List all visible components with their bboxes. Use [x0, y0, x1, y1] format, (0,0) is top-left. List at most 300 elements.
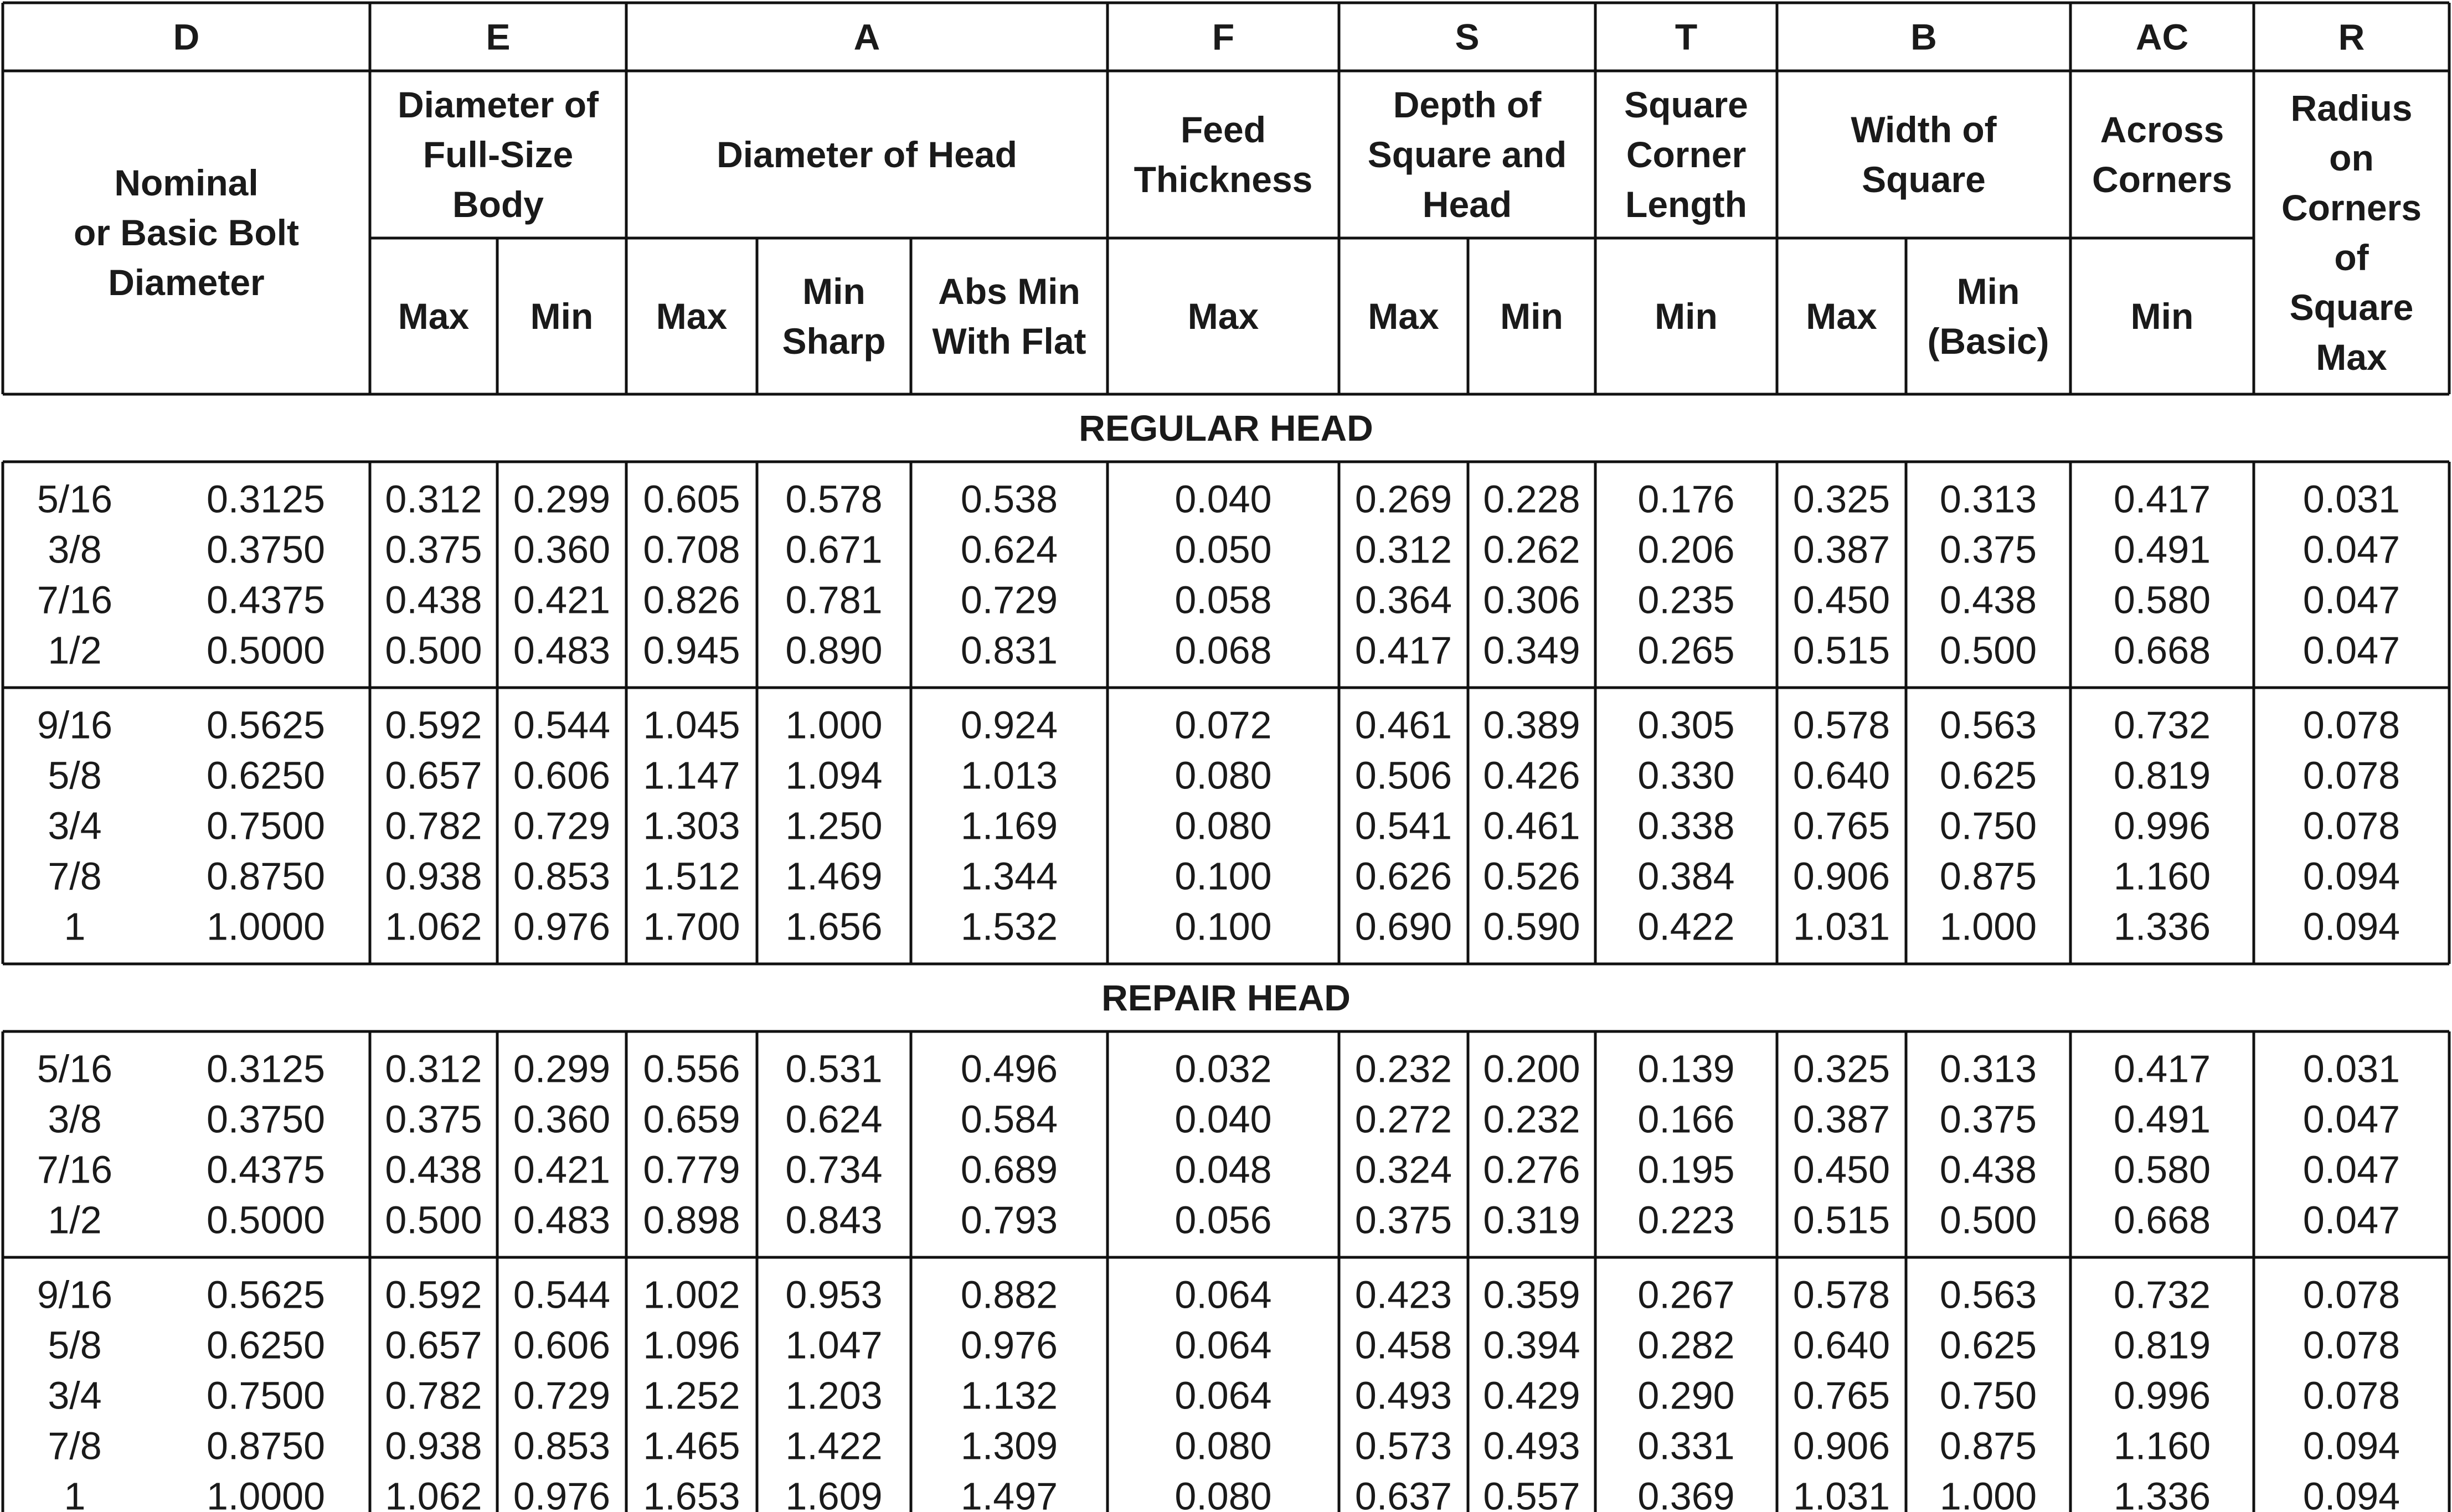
table-cell: 0.578 — [785, 477, 883, 521]
subheader-a-0: Max — [656, 296, 728, 337]
table-cell: 0.853 — [513, 854, 611, 898]
table-cell: 0.750 — [1939, 804, 2037, 848]
nominal-fraction: 3/8 — [48, 528, 102, 571]
table-cell: 0.458 — [1354, 1323, 1452, 1367]
table-cell: 0.438 — [1939, 578, 2037, 622]
table-cell: 0.031 — [2302, 1047, 2401, 1091]
column-heading-f: Thickness — [1134, 159, 1313, 200]
table-cell: 0.732 — [2113, 1273, 2211, 1317]
table-cell: 0.064 — [1175, 1374, 1272, 1417]
table-cell: 0.330 — [1637, 754, 1735, 797]
column-heading-s: Head — [1422, 184, 1512, 225]
column-heading-t: Length — [1625, 184, 1747, 225]
table-cell: 0.306 — [1483, 578, 1580, 622]
subheader-e-1: Min — [530, 296, 594, 337]
table-cell: 0.734 — [785, 1148, 883, 1191]
nominal-decimal: 0.6250 — [206, 754, 326, 797]
table-cell: 0.938 — [385, 854, 482, 898]
table-cell: 0.068 — [1175, 628, 1272, 672]
column-heading-r: Max — [2316, 337, 2387, 378]
nominal-fraction: 7/8 — [48, 1424, 102, 1468]
table-cell: 1.609 — [785, 1474, 883, 1512]
table-cell: 0.657 — [385, 1323, 482, 1367]
table-cell: 0.047 — [2302, 578, 2401, 622]
subheader-f-0: Max — [1187, 296, 1259, 337]
table-cell: 0.690 — [1354, 905, 1452, 948]
nominal-fraction: 3/4 — [48, 804, 102, 848]
table-cell: 0.976 — [513, 1474, 611, 1512]
table-cell: 0.831 — [960, 628, 1058, 672]
column-heading-e: Full-Size — [423, 134, 574, 175]
table-cell: 0.050 — [1175, 528, 1272, 571]
table-cell: 1.252 — [643, 1374, 740, 1417]
column-heading-a: Diameter of Head — [717, 134, 1017, 175]
table-cell: 0.450 — [1792, 1148, 1890, 1191]
table-cell: 1.169 — [960, 804, 1058, 848]
table-cell: 1.062 — [385, 905, 482, 948]
table-cell: 0.421 — [513, 1148, 611, 1191]
table-cell: 0.100 — [1175, 905, 1272, 948]
column-heading-d: Nominal — [114, 162, 259, 203]
table-cell: 0.290 — [1637, 1374, 1735, 1417]
table-cell: 0.890 — [785, 628, 883, 672]
nominal-fraction: 5/16 — [37, 1047, 113, 1091]
table-cell: 0.360 — [513, 528, 611, 571]
table-cell: 0.557 — [1483, 1474, 1580, 1512]
nominal-decimal: 0.8750 — [206, 854, 326, 898]
subheader-b-1: Min — [1956, 271, 2020, 312]
table-cell: 1.344 — [960, 854, 1058, 898]
table-cell: 0.584 — [960, 1097, 1058, 1141]
column-heading-f: Feed — [1180, 109, 1266, 150]
table-cell: 0.626 — [1354, 854, 1452, 898]
table-cell: 0.100 — [1175, 854, 1272, 898]
table-cell: 1.497 — [960, 1474, 1058, 1512]
table-cell: 0.040 — [1175, 1097, 1272, 1141]
subheader-b-0: Max — [1806, 296, 1877, 337]
table-cell: 0.319 — [1483, 1198, 1580, 1242]
table-cell: 0.906 — [1792, 1424, 1890, 1468]
table-cell: 0.976 — [960, 1323, 1058, 1367]
column-letter-a: A — [853, 16, 880, 58]
table-cell: 0.592 — [385, 703, 482, 747]
nominal-fraction: 5/8 — [48, 754, 102, 797]
table-cell: 0.228 — [1483, 477, 1580, 521]
table-cell: 0.078 — [2302, 703, 2401, 747]
table-cell: 0.898 — [643, 1198, 740, 1242]
table-cell: 0.531 — [785, 1047, 883, 1091]
table-cell: 0.417 — [1354, 628, 1452, 672]
table-cell: 0.563 — [1939, 1273, 2037, 1317]
table-cell: 1.096 — [643, 1323, 740, 1367]
nominal-decimal: 0.5625 — [206, 703, 326, 747]
table-cell: 0.325 — [1792, 1047, 1890, 1091]
column-heading-e: Diameter of — [397, 84, 599, 125]
table-cell: 0.364 — [1354, 578, 1452, 622]
nominal-fraction: 3/4 — [48, 1374, 102, 1417]
column-heading-e: Body — [452, 184, 544, 225]
column-letter-f: F — [1212, 16, 1235, 58]
table-cell: 0.325 — [1792, 477, 1890, 521]
subheader-s-1: Min — [1500, 296, 1563, 337]
table-cell: 1.700 — [643, 905, 740, 948]
table-cell: 0.483 — [513, 628, 611, 672]
nominal-decimal: 0.8750 — [206, 1424, 326, 1468]
column-letter-r: R — [2338, 16, 2365, 58]
column-heading-r: of — [2334, 237, 2369, 278]
table-cell: 0.782 — [385, 804, 482, 848]
table-cell: 0.438 — [1939, 1148, 2037, 1191]
table-cell: 1.002 — [643, 1273, 740, 1317]
table-cell: 0.080 — [1175, 754, 1272, 797]
subheader-a-1: Min — [802, 271, 866, 312]
table-cell: 0.232 — [1483, 1097, 1580, 1141]
table-cell: 0.515 — [1792, 628, 1890, 672]
subheader-a-1: Sharp — [782, 321, 886, 362]
subheader-s-0: Max — [1368, 296, 1439, 337]
table-cell: 0.624 — [785, 1097, 883, 1141]
table-cell: 0.232 — [1354, 1047, 1452, 1091]
table-cell: 0.496 — [960, 1047, 1058, 1091]
table-cell: 0.375 — [385, 528, 482, 571]
table-cell: 0.272 — [1354, 1097, 1452, 1141]
table-cell: 0.544 — [513, 1273, 611, 1317]
table-cell: 0.500 — [385, 628, 482, 672]
nominal-decimal: 0.3125 — [206, 1047, 326, 1091]
table-cell: 0.668 — [2113, 1198, 2211, 1242]
nominal-decimal: 0.7500 — [206, 1374, 326, 1417]
table-cell: 0.708 — [643, 528, 740, 571]
nominal-decimal: 0.7500 — [206, 804, 326, 848]
column-heading-t: Corner — [1626, 134, 1747, 175]
table-cell: 0.047 — [2302, 628, 2401, 672]
table-cell: 0.078 — [2302, 1323, 2401, 1367]
table-cell: 0.349 — [1483, 628, 1580, 672]
table-cell: 0.417 — [2113, 1047, 2211, 1091]
table-cell: 0.312 — [385, 1047, 482, 1091]
table-cell: 0.526 — [1483, 854, 1580, 898]
table-cell: 0.047 — [2302, 1148, 2401, 1191]
subheader-t-0: Min — [1655, 296, 1718, 337]
table-cell: 0.359 — [1483, 1273, 1580, 1317]
table-cell: 0.826 — [643, 578, 740, 622]
table-cell: 0.265 — [1637, 628, 1735, 672]
table-cell: 0.924 — [960, 703, 1058, 747]
table-cell: 0.563 — [1939, 703, 2037, 747]
table-cell: 0.094 — [2302, 1474, 2401, 1512]
nominal-fraction: 9/16 — [37, 703, 113, 747]
nominal-fraction: 7/16 — [37, 578, 113, 622]
table-cell: 0.040 — [1175, 477, 1272, 521]
table-cell: 1.336 — [2113, 905, 2211, 948]
table-cell: 0.637 — [1354, 1474, 1452, 1512]
table-cell: 0.269 — [1354, 477, 1452, 521]
nominal-fraction: 1 — [64, 905, 86, 948]
table-cell: 0.064 — [1175, 1323, 1272, 1367]
table-cell: 0.578 — [1792, 703, 1890, 747]
table-cell: 1.250 — [785, 804, 883, 848]
table-cell: 1.047 — [785, 1323, 883, 1367]
table-cell: 0.338 — [1637, 804, 1735, 848]
table-cell: 0.996 — [2113, 1374, 2211, 1417]
table-cell: 1.000 — [1939, 905, 2037, 948]
table-cell: 0.064 — [1175, 1273, 1272, 1317]
table-cell: 0.080 — [1175, 1424, 1272, 1468]
table-cell: 1.309 — [960, 1424, 1058, 1468]
table-cell: 1.013 — [960, 754, 1058, 797]
table-cell: 0.875 — [1939, 854, 2037, 898]
table-cell: 0.384 — [1637, 854, 1735, 898]
table-cell: 0.375 — [385, 1097, 482, 1141]
column-heading-d: Diameter — [108, 262, 265, 303]
table-cell: 0.640 — [1792, 1323, 1890, 1367]
table-cell: 0.312 — [1354, 528, 1452, 571]
table-cell: 0.671 — [785, 528, 883, 571]
table-cell: 0.580 — [2113, 578, 2211, 622]
table-cell: 0.072 — [1175, 703, 1272, 747]
table-cell: 0.267 — [1637, 1273, 1735, 1317]
table-cell: 0.299 — [513, 1047, 611, 1091]
table-cell: 0.906 — [1792, 854, 1890, 898]
column-heading-r: Square — [2289, 287, 2414, 328]
table-cell: 0.417 — [2113, 477, 2211, 521]
table-cell: 0.394 — [1483, 1323, 1580, 1367]
table-cell: 0.206 — [1637, 528, 1735, 571]
table-cell: 0.491 — [2113, 528, 2211, 571]
table-cell: 0.729 — [960, 578, 1058, 622]
column-heading-s: Depth of — [1393, 84, 1542, 125]
table-cell: 0.080 — [1175, 804, 1272, 848]
table-cell: 1.512 — [643, 854, 740, 898]
nominal-decimal: 0.3125 — [206, 477, 326, 521]
table-cell: 0.360 — [513, 1097, 611, 1141]
table-cell: 1.203 — [785, 1374, 883, 1417]
table-cell: 0.493 — [1354, 1374, 1452, 1417]
table-cell: 0.580 — [2113, 1148, 2211, 1191]
table-cell: 0.538 — [960, 477, 1058, 521]
table-cell: 1.031 — [1792, 905, 1890, 948]
table-cell: 0.819 — [2113, 1323, 2211, 1367]
table-cell: 0.369 — [1637, 1474, 1735, 1512]
table-cell: 0.375 — [1939, 1097, 2037, 1141]
table-cell: 0.493 — [1483, 1424, 1580, 1468]
table-cell: 0.976 — [513, 905, 611, 948]
column-heading-b: Square — [1862, 159, 1986, 200]
nominal-decimal: 0.4375 — [206, 578, 326, 622]
table-cell: 0.058 — [1175, 578, 1272, 622]
nominal-fraction: 9/16 — [37, 1273, 113, 1317]
table-cell: 1.422 — [785, 1424, 883, 1468]
table-cell: 0.625 — [1939, 754, 2037, 797]
table-cell: 0.506 — [1354, 754, 1452, 797]
table-cell: 0.438 — [385, 1148, 482, 1191]
column-letter-t: T — [1675, 16, 1698, 58]
table-cell: 0.299 — [513, 477, 611, 521]
column-letter-ac: AC — [2135, 16, 2189, 58]
table-cell: 0.953 — [785, 1273, 883, 1317]
table-cell: 0.331 — [1637, 1424, 1735, 1468]
table-cell: 0.429 — [1483, 1374, 1580, 1417]
table-cell: 0.689 — [960, 1148, 1058, 1191]
table-cell: 1.160 — [2113, 1424, 2211, 1468]
table-cell: 0.938 — [385, 1424, 482, 1468]
table-cell: 0.094 — [2302, 1424, 2401, 1468]
column-heading-ac: Across — [2100, 109, 2224, 150]
table-cell: 0.078 — [2302, 1273, 2401, 1317]
column-heading-s: Square and — [1367, 134, 1567, 175]
table-cell: 0.996 — [2113, 804, 2211, 848]
table-cell: 1.031 — [1792, 1474, 1890, 1512]
table-cell: 1.160 — [2113, 854, 2211, 898]
table-cell: 0.313 — [1939, 477, 2037, 521]
table-cell: 0.305 — [1637, 703, 1735, 747]
table-cell: 1.000 — [785, 703, 883, 747]
column-heading-t: Square — [1624, 84, 1748, 125]
table-cell: 0.387 — [1792, 1097, 1890, 1141]
table-cell: 0.200 — [1483, 1047, 1580, 1091]
table-cell: 0.450 — [1792, 578, 1890, 622]
table-cell: 0.048 — [1175, 1148, 1272, 1191]
nominal-fraction: 7/16 — [37, 1148, 113, 1191]
table-cell: 0.031 — [2302, 477, 2401, 521]
table-cell: 0.573 — [1354, 1424, 1452, 1468]
table-cell: 0.312 — [385, 477, 482, 521]
table-cell: 0.624 — [960, 528, 1058, 571]
column-heading-r: on — [2329, 137, 2374, 178]
table-cell: 0.640 — [1792, 754, 1890, 797]
table-cell: 0.500 — [1939, 628, 2037, 672]
table-cell: 0.375 — [1354, 1198, 1452, 1242]
table-cell: 0.282 — [1637, 1323, 1735, 1367]
column-heading-r: Corners — [2281, 187, 2422, 228]
nominal-decimal: 0.5000 — [206, 628, 326, 672]
nominal-fraction: 7/8 — [48, 854, 102, 898]
table-cell: 1.653 — [643, 1474, 740, 1512]
subheader-ac-0: Min — [2130, 296, 2194, 337]
table-cell: 0.625 — [1939, 1323, 2037, 1367]
table-cell: 0.765 — [1792, 1374, 1890, 1417]
table-cell: 0.176 — [1637, 477, 1735, 521]
nominal-fraction: 5/16 — [37, 477, 113, 521]
nominal-decimal: 1.0000 — [206, 905, 326, 948]
table-cell: 0.606 — [513, 1323, 611, 1367]
table-cell: 0.590 — [1483, 905, 1580, 948]
table-cell: 0.556 — [643, 1047, 740, 1091]
section-title-1: REPAIR HEAD — [1101, 977, 1351, 1018]
table-cell: 0.166 — [1637, 1097, 1735, 1141]
table-cell: 0.853 — [513, 1424, 611, 1468]
table-cell: 0.078 — [2302, 1374, 2401, 1417]
table-cell: 0.032 — [1175, 1047, 1272, 1091]
table-cell: 0.657 — [385, 754, 482, 797]
table-cell: 1.336 — [2113, 1474, 2211, 1512]
table-cell: 1.469 — [785, 854, 883, 898]
nominal-decimal: 0.3750 — [206, 1097, 326, 1141]
table-cell: 0.491 — [2113, 1097, 2211, 1141]
table-cell: 0.078 — [2302, 804, 2401, 848]
table-cell: 0.500 — [1939, 1198, 2037, 1242]
table-cell: 0.819 — [2113, 754, 2211, 797]
table-cell: 0.592 — [385, 1273, 482, 1317]
table-cell: 0.056 — [1175, 1198, 1272, 1242]
nominal-decimal: 1.0000 — [206, 1474, 326, 1512]
table-cell: 0.945 — [643, 628, 740, 672]
table-cell: 0.047 — [2302, 528, 2401, 571]
column-letter-b: B — [1910, 16, 1937, 58]
table-cell: 0.729 — [513, 1374, 611, 1417]
column-heading-b: Width of — [1851, 109, 1997, 150]
table-cell: 1.532 — [960, 905, 1058, 948]
nominal-decimal: 0.5000 — [206, 1198, 326, 1242]
table-cell: 0.047 — [2302, 1097, 2401, 1141]
table-cell: 0.843 — [785, 1198, 883, 1242]
table-cell: 0.461 — [1354, 703, 1452, 747]
table-cell: 0.668 — [2113, 628, 2211, 672]
nominal-decimal: 0.4375 — [206, 1148, 326, 1191]
table-cell: 0.422 — [1637, 905, 1735, 948]
table-cell: 0.078 — [2302, 754, 2401, 797]
table-cell: 0.765 — [1792, 804, 1890, 848]
table-cell: 0.276 — [1483, 1148, 1580, 1191]
table-cell: 0.781 — [785, 578, 883, 622]
table-cell: 1.132 — [960, 1374, 1058, 1417]
table-cell: 0.426 — [1483, 754, 1580, 797]
table-cell: 1.094 — [785, 754, 883, 797]
table-cell: 0.750 — [1939, 1374, 2037, 1417]
table-cell: 0.324 — [1354, 1148, 1452, 1191]
table-cell: 1.147 — [643, 754, 740, 797]
table-cell: 0.387 — [1792, 528, 1890, 571]
table-cell: 1.303 — [643, 804, 740, 848]
table-cell: 0.139 — [1637, 1047, 1735, 1091]
table-cell: 0.313 — [1939, 1047, 2037, 1091]
table-cell: 1.062 — [385, 1474, 482, 1512]
subheader-a-2: With Flat — [932, 321, 1086, 362]
table-cell: 0.606 — [513, 754, 611, 797]
column-letter-d: D — [173, 16, 200, 58]
table-cell: 1.656 — [785, 905, 883, 948]
table-cell: 0.779 — [643, 1148, 740, 1191]
table-cell: 0.875 — [1939, 1424, 2037, 1468]
table-cell: 0.500 — [385, 1198, 482, 1242]
table-cell: 0.578 — [1792, 1273, 1890, 1317]
nominal-fraction: 5/8 — [48, 1323, 102, 1367]
table-cell: 0.094 — [2302, 905, 2401, 948]
column-heading-d: or Basic Bolt — [73, 212, 300, 253]
nominal-decimal: 0.5625 — [206, 1273, 326, 1317]
column-heading-r: Radius — [2290, 87, 2413, 128]
table-cell: 0.544 — [513, 703, 611, 747]
table-cell: 0.094 — [2302, 854, 2401, 898]
table-cell: 0.659 — [643, 1097, 740, 1141]
table-cell: 0.729 — [513, 804, 611, 848]
table-cell: 0.541 — [1354, 804, 1452, 848]
table-cell: 0.262 — [1483, 528, 1580, 571]
table-cell: 0.605 — [643, 477, 740, 521]
table-cell: 0.389 — [1483, 703, 1580, 747]
table-cell: 0.793 — [960, 1198, 1058, 1242]
table-cell: 0.195 — [1637, 1148, 1735, 1191]
subheader-b-1: (Basic) — [1927, 321, 2049, 362]
table-cell: 0.515 — [1792, 1198, 1890, 1242]
table-cell: 0.438 — [385, 578, 482, 622]
nominal-fraction: 1/2 — [48, 1198, 102, 1242]
nominal-fraction: 1 — [64, 1474, 86, 1512]
table-cell: 0.223 — [1637, 1198, 1735, 1242]
section-title-0: REGULAR HEAD — [1079, 407, 1373, 448]
subheader-a-2: Abs Min — [938, 271, 1080, 312]
table-cell: 0.080 — [1175, 1474, 1272, 1512]
